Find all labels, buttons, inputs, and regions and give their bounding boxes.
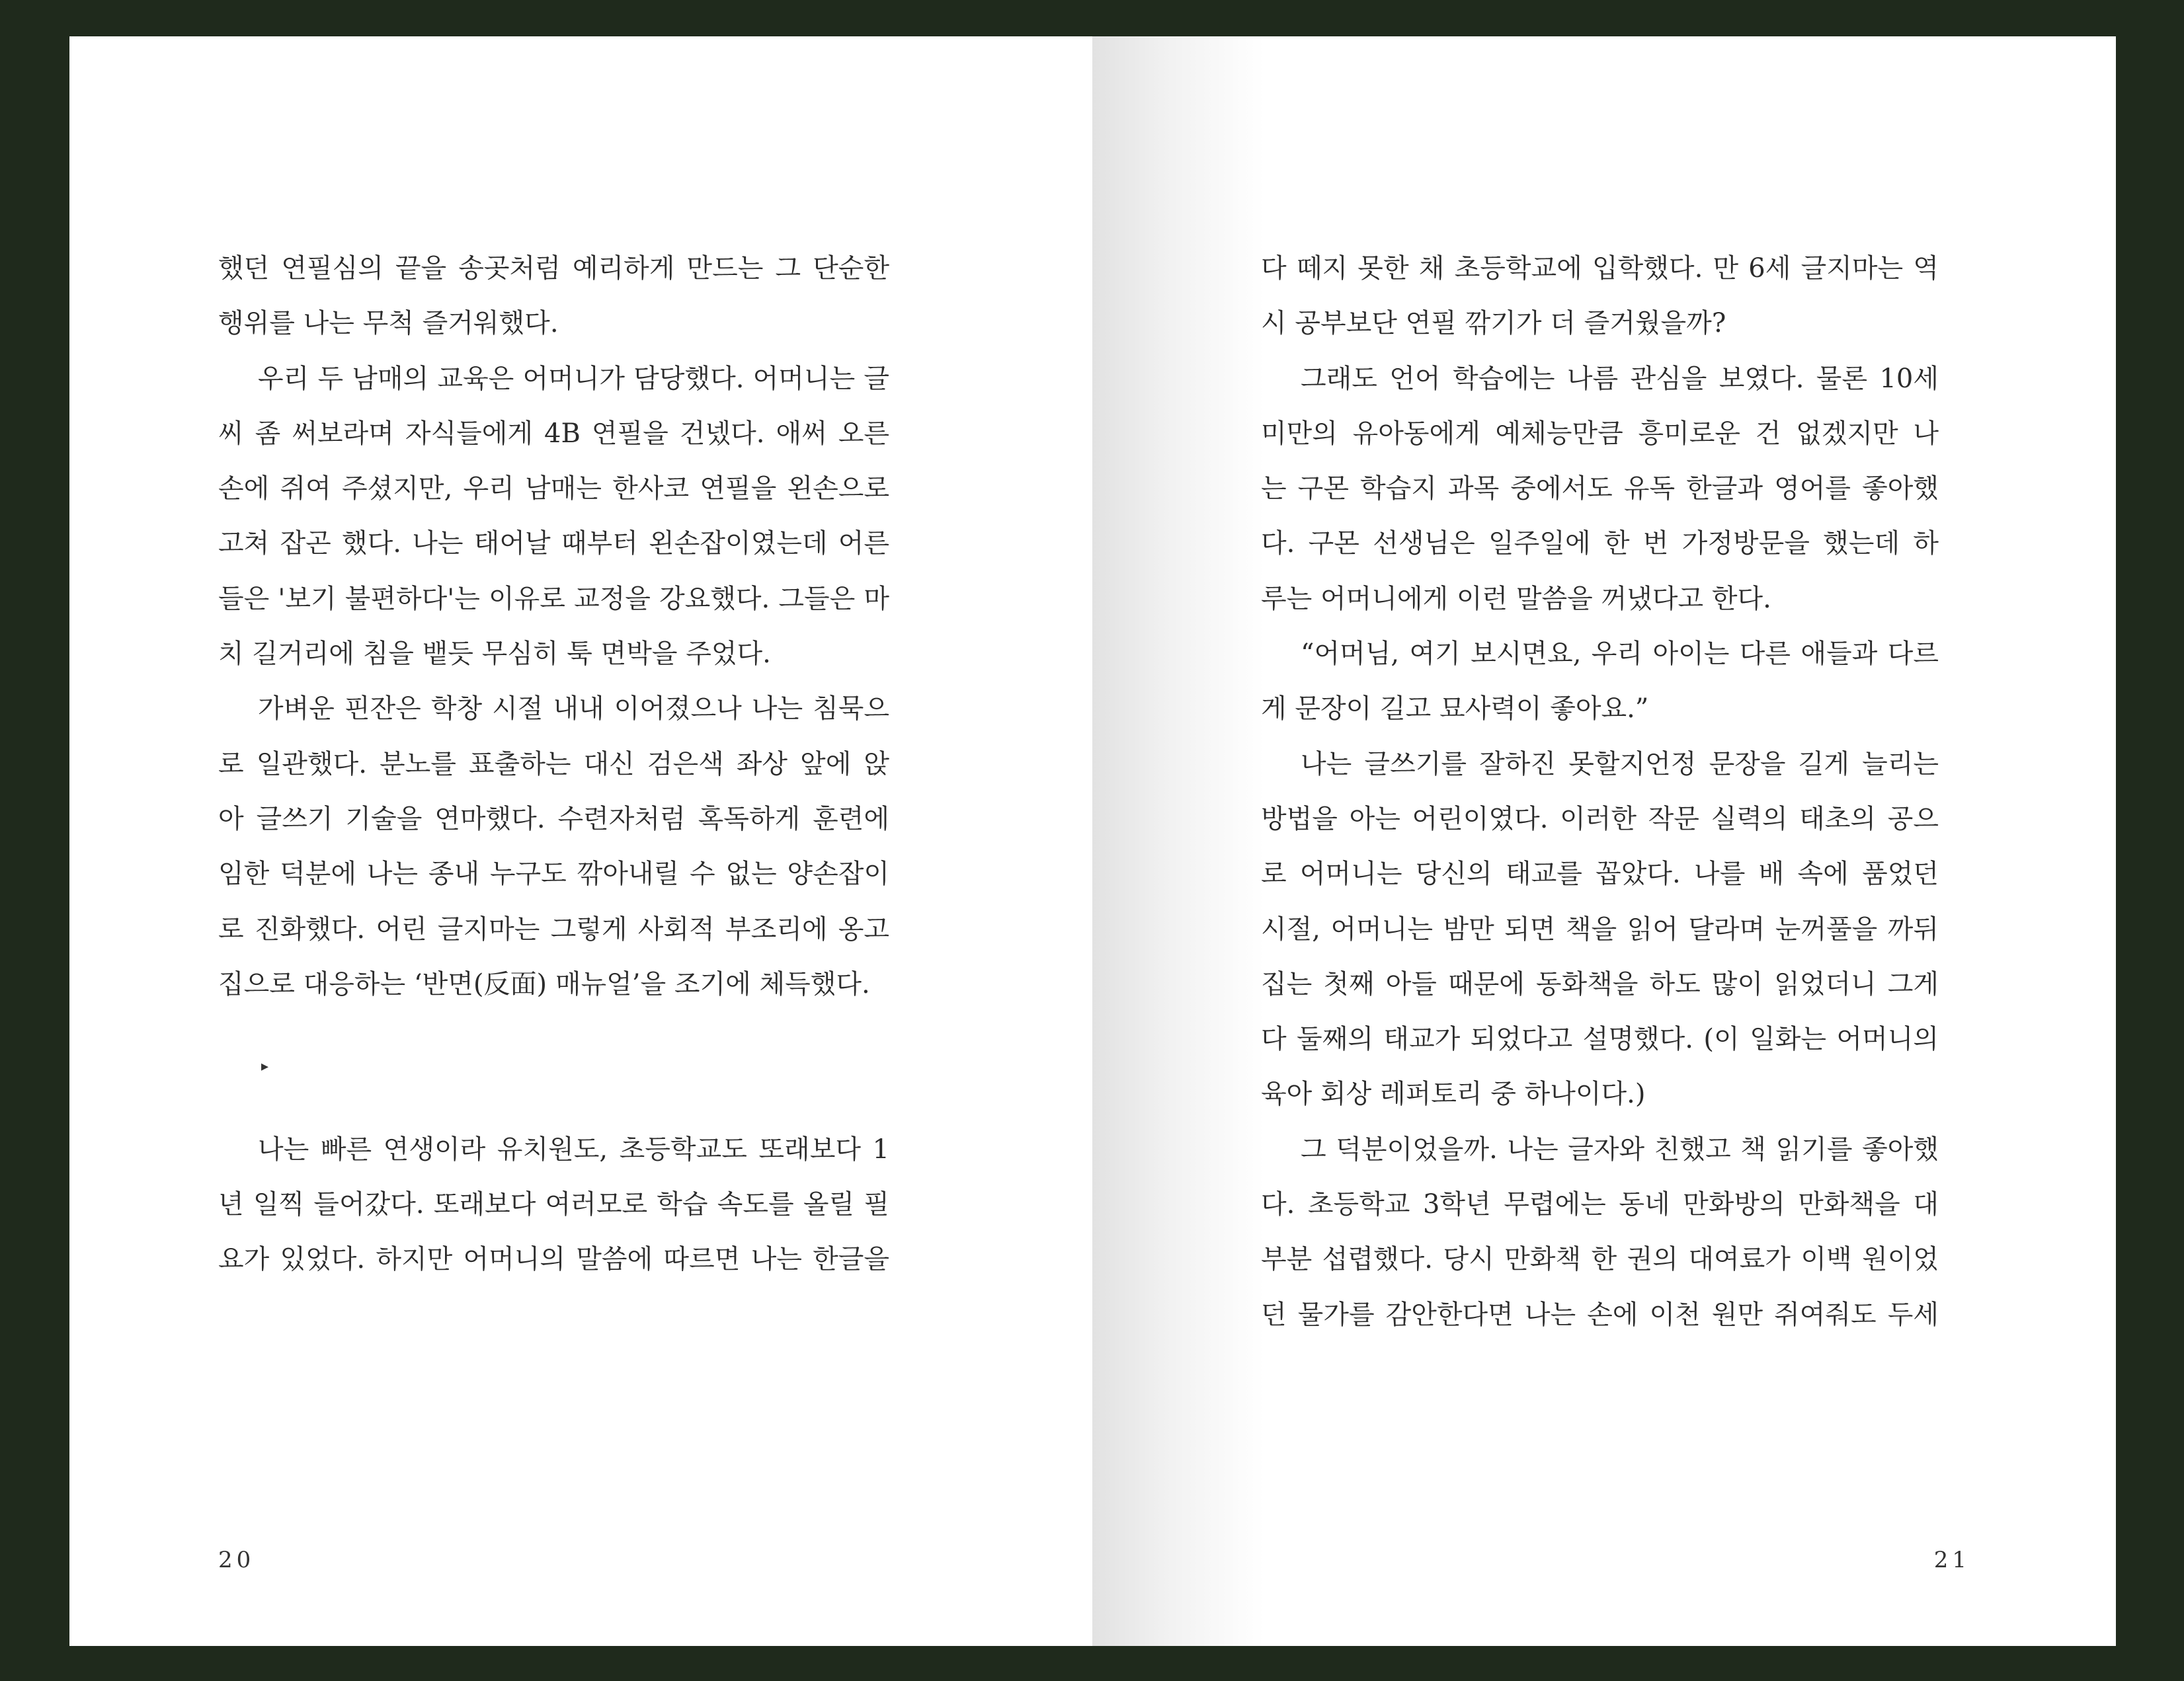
text-line: 집는 첫째 아들 때문에 동화책을 하도 많이 읽었더니 그게	[1261, 968, 1939, 999]
text-line: 부분 섭렵했다. 당시 만화책 한 권의 대여료가 이백 원이었	[1261, 1244, 1939, 1275]
text-line: 루는 어머니에게 이런 말씀을 꺼냈다고 한다.	[1261, 583, 1771, 614]
text-line: 방법을 아는 어린이였다. 이러한 작문 실력의 태초의 공으	[1261, 803, 1939, 834]
text-line: 그래도 언어 학습에는 나름 관심을 보였다. 물론 10세	[1301, 363, 1939, 394]
text-line: 게 문장이 길고 묘사력이 좋아요.”	[1261, 693, 1649, 724]
text-line: 손에 쥐여 주셨지만, 우리 남매는 한사코 연필을 왼손으로	[218, 473, 889, 504]
text-line: 로 진화했다. 어린 글지마는 그렇게 사회적 부조리에 옹고	[218, 914, 889, 945]
text-line: 시 공부보단 연필 깎기가 더 즐거웠을까?	[1261, 308, 1726, 339]
text-line: 아 글쓰기 기술을 연마했다. 수련자처럼 혹독하게 훈련에	[218, 803, 889, 834]
text-line: 임한 덕분에 나는 종내 누구도 깎아내릴 수 없는 양손잡이	[218, 859, 889, 890]
text-line: 그 덕분이었을까. 나는 글자와 친했고 책 읽기를 좋아했	[1301, 1134, 1939, 1165]
text-line: 미만의 유아동에게 예체능만큼 흥미로운 건 없겠지만 나	[1261, 418, 1939, 449]
text-line: 는 구몬 학습지 과목 중에서도 유독 한글과 영어를 좋아했	[1261, 473, 1939, 504]
book-spread	[69, 36, 2116, 1646]
text-line: 가벼운 핀잔은 학창 시절 내내 이어졌으나 나는 침묵으	[258, 693, 889, 724]
text-line: 나는 글쓰기를 잘하진 못할지언정 문장을 길게 늘리는	[1301, 748, 1939, 779]
text-line: 시절, 어머니는 밤만 되면 책을 읽어 달라며 눈꺼풀을 까뒤	[1261, 914, 1939, 945]
text-line: 년 일찍 들어갔다. 또래보다 여러모로 학습 속도를 올릴 필	[218, 1189, 889, 1220]
text-line: 요가 있었다. 하지만 어머니의 말씀에 따르면 나는 한글을	[218, 1244, 889, 1275]
text-line: 다 둘째의 태교가 되었다고 설명했다. (이 일화는 어머니의	[1261, 1024, 1939, 1055]
text-line: 던 물가를 감안한다면 나는 손에 이천 원만 쥐여줘도 두세	[1261, 1299, 1939, 1330]
text-line: 로 일관했다. 분노를 표출하는 대신 검은색 좌상 앞에 앉	[218, 748, 889, 779]
text-line: 로 어머니는 당신의 태교를 꼽았다. 나를 배 속에 품었던	[1261, 859, 1939, 890]
page-number-left: 20	[218, 1547, 255, 1573]
text-line: 고쳐 잡곤 했다. 나는 태어날 때부터 왼손잡이였는데 어른	[218, 528, 889, 559]
right-text-block	[1261, 241, 1939, 1343]
left-page	[69, 36, 1092, 1646]
left-text-block	[218, 241, 889, 1288]
page-number-right: 21	[1933, 1547, 1970, 1573]
text-line: 행위를 나는 무척 즐거워했다.	[218, 308, 559, 339]
right-page	[1092, 36, 2116, 1646]
text-line: “어머님, 여기 보시면요, 우리 아이는 다른 애들과 다르	[1301, 639, 1939, 670]
section-divider-marker: ▸	[261, 1058, 269, 1075]
text-line: 했던 연필심의 끝을 송곳처럼 예리하게 만드는 그 단순한	[218, 253, 889, 284]
text-line: 들은 '보기 불편하다'는 이유로 교정을 강요했다. 그들은 마	[218, 583, 889, 614]
text-line: 치 길거리에 침을 뱉듯 무심히 툭 면박을 주었다.	[218, 639, 771, 670]
text-line: 나는 빠른 연생이라 유치원도, 초등학교도 또래보다 1	[258, 1134, 889, 1165]
text-line: 우리 두 남매의 교육은 어머니가 담당했다. 어머니는 글	[258, 363, 889, 394]
text-line: 씨 좀 써보라며 자식들에게 4B 연필을 건넸다. 애써 오른	[218, 418, 889, 449]
text-line: 집으로 대응하는 ‘반면(反面) 매뉴얼’을 조기에 체득했다.	[218, 968, 870, 999]
text-line: 다 떼지 못한 채 초등학교에 입학했다. 만 6세 글지마는 역	[1261, 253, 1939, 284]
text-line: 육아 회상 레퍼토리 중 하나이다.)	[1261, 1079, 1646, 1110]
text-line: 다. 초등학교 3학년 무렵에는 동네 만화방의 만화책을 대	[1261, 1189, 1939, 1220]
text-line: 다. 구몬 선생님은 일주일에 한 번 가정방문을 했는데 하	[1261, 528, 1939, 559]
